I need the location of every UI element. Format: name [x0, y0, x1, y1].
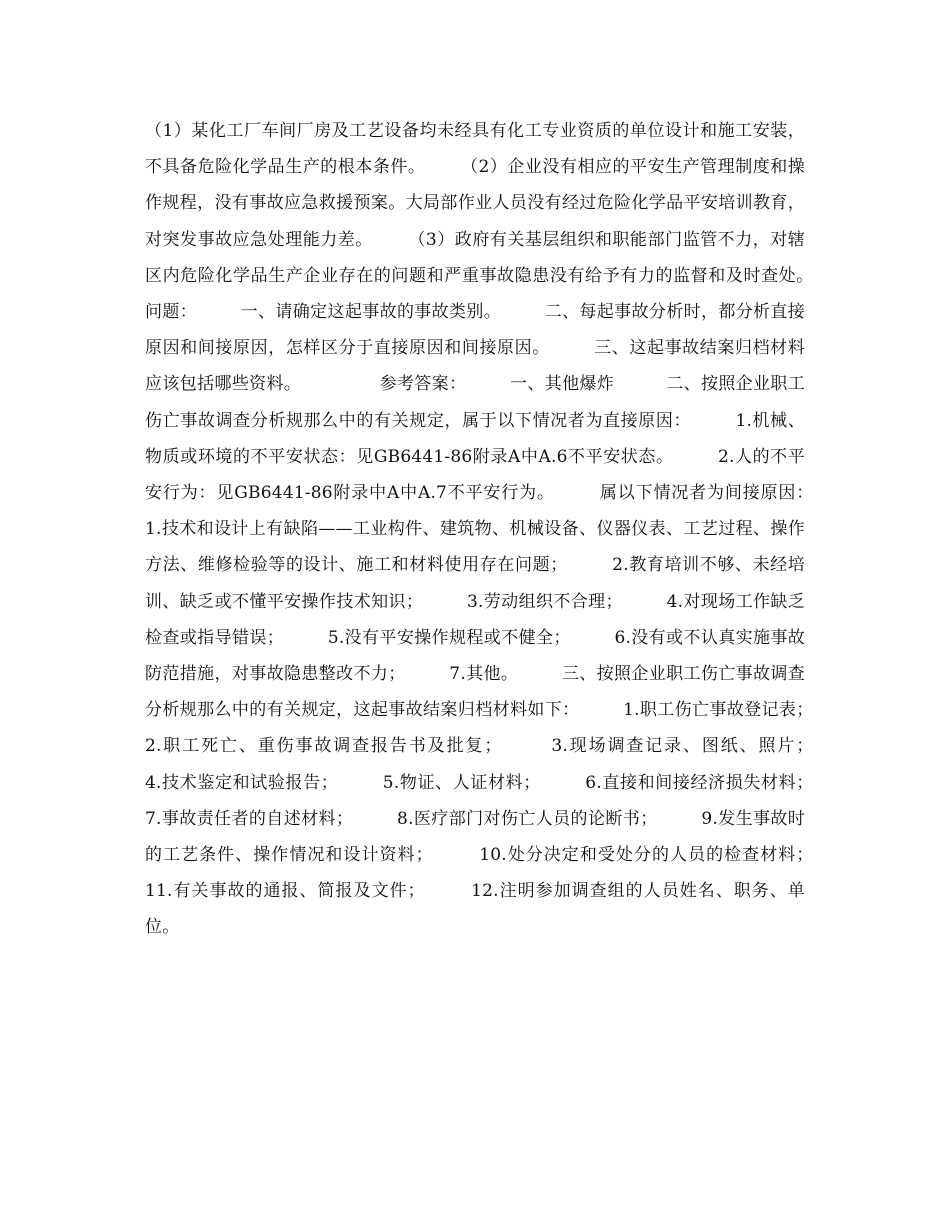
body-paragraph: （1）某化工厂车间厂房及工艺设备均未经具有化工专业资质的单位设计和施工安装，不具备危险化学品生产的根本条件。 （2）企业没有相应的平安生产管理制度和操作规程，没有事故应急救援预案。大局部作业人员没有经过危险化学品平安培训教育，对突发事故应急处理能力差。 （3）政府有关基层组织和职能部门监管不力，对辖区内危险化学品生产企业存在的问题和严重事故隐患没有给予有力的监督和及时查处。 问题： 一、请确定这起事故的事故类别。 二、每起事故分析时，都分析直接原因和间接原因，怎样区分于直接原因和间接原因。 三、这起事故结案归档材料应该包括哪些资料。 参考答案： 一、其他爆炸 二、按照企业职工伤亡事故调查分析规那么中的有关规定，属于以下情况者为直接原因： 1.机械、物质或环境的不平安状态：见GB6441-86附录A中A.6不平安状态。 2.人的不平安行为：见GB6441-86附录中A中A.7不平安行为。 属以下情况者为间接原因： 1.技术和设计上有缺陷——工业构件、建筑物、机械设备、仪器仪表、工艺过程、操作方法、维修检验等的设计、施工和材料使用存在问题； 2.教育培训不够、未经培训、缺乏或不懂平安操作技术知识； 3.劳动组织不合理； 4.对现场工作缺乏检查或指导错误； 5.没有平安操作规程或不健全； 6.没有或不认真实施事故防范措施，对事故隐患整改不力； 7.其他。 三、按照企业职工伤亡事故调查分析规那么中的有关规定，这起事故结案归档材料如下： 1.职工伤亡事故登记表； 2.职工死亡、重伤事故调查报告书及批复； 3.现场调查记录、图纸、照片； 4.技术鉴定和试验报告； 5.物证、人证材料； 6.直接和间接经济损失材料； 7.事故责任者的自述材料； 8.医疗部门对伤亡人员的论断书； 9.发生事故时的工艺条件、操作情况和设计资料； 10.处分决定和受处分的人员的检查材料； 11.有关事故的通报、简报及文件； 12.注明参加调查组的人员姓名、职务、单位。: [145, 121, 874, 938]
